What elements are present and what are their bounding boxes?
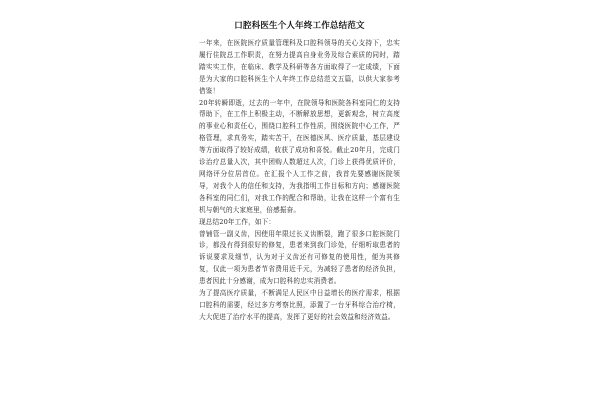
paragraph-review: 20年转瞬即逝，过去的一年中，在院领导和医院各科室同仁的支持帮助下，在工作上积极主动，不断解放思想，更新观念，树立高度的事业心和责任心，围绕口腔科工作性质，围绕医院中心工作，严格管理，求真务实，踏实苦干，在医德医风、医疗质量，基层建设等方面取得了较好成绩，收获了成功和喜悦。截止20年月，完成门诊治疗总量人次，其中团购人数超过人次，门诊上获得优质评价，网络评分位居首位。在汇报个人工作之前，我首先要感谢医院领导，对我个人的信任和支持，为我指明工作目标和方向；感谢医院各科室的同仁们，对我工作的配合和帮助，让我在这样一个富有生机与朝气的大家庭里，倍感振奋。 bbox=[199, 98, 400, 214]
paragraph-intro: 一年来，在医院医疗质量管理科及口腔科领导的关心支持下，忠实履行住院总工作职责，在努力提高自身业务及综合素质的同时，踏踏实实工作，在临床、教学及科研等各方面取得了一定成绩，下面是为大家的口腔科医生个人年终工作总结范文五篇，以供大家参考借鉴！ bbox=[199, 39, 400, 95]
paragraph-equipment: 为了提高医疗质量，不断满足人民区中日益增长的医疗需求，根据口腔科的需要，经过多方考察比照，添置了一台牙科综合治疗椅，大大促进了治疗水平的提高，发挥了更好的社会效益和经济效益。 bbox=[199, 289, 400, 321]
paragraph-summary-lead: 现总结20年工作，如下： bbox=[199, 217, 276, 226]
document-title: 口腔科医生个人年终工作总结范文 bbox=[234, 21, 365, 31]
paragraph-denture-case: 曾铺管一副义齿，因使用年限过长义齿断裂，跑了很多口腔医院门诊，都没有得到很好的修复，患者来到我门诊处，仔细听取患者的诉说要求及细节，认为对于义齿还有可修复的使用性，便为其修复，仅此一项为患者节省费用近千元，为减轻了患者的经济负担，患者因此十分感谢，成为口腔科的忠实消费者。 bbox=[199, 229, 400, 286]
document-content bbox=[199, 20, 400, 324]
